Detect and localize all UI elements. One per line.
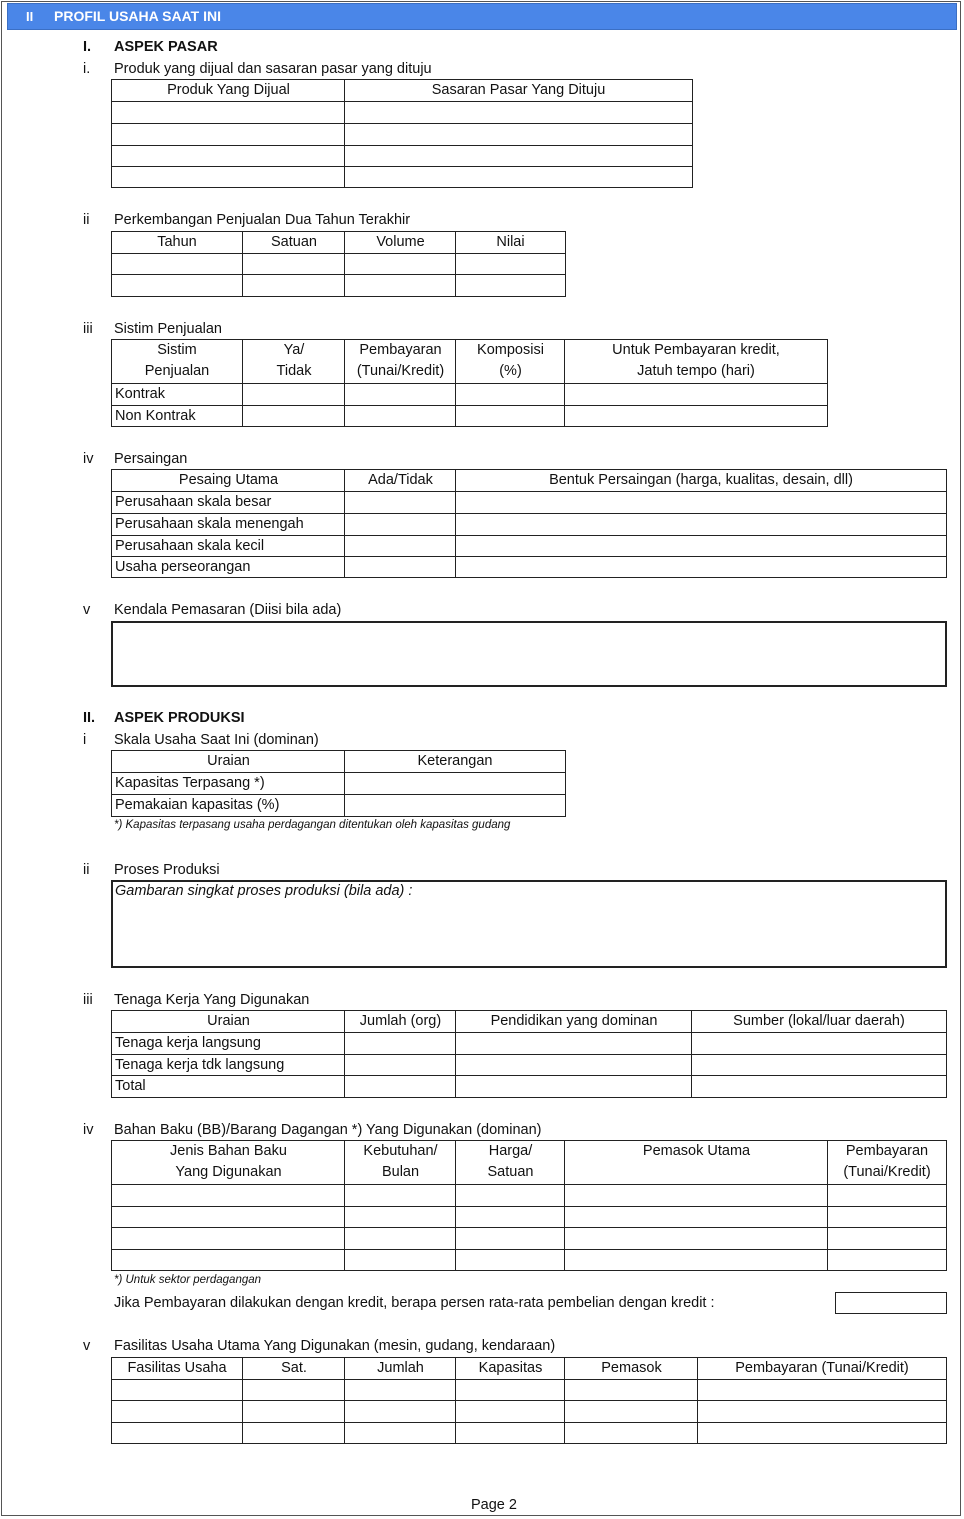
table-input-cell[interactable] bbox=[111, 253, 243, 275]
table-input-cell[interactable] bbox=[455, 1075, 693, 1098]
table-header-cell: Ya/ Tidak bbox=[242, 339, 346, 384]
table-input-cell[interactable] bbox=[455, 1249, 566, 1271]
table-input-cell[interactable] bbox=[242, 383, 346, 406]
table-input-cell[interactable] bbox=[455, 1400, 566, 1423]
table-input-cell[interactable] bbox=[344, 1075, 457, 1098]
table-input-cell[interactable] bbox=[455, 491, 947, 514]
table-input-cell[interactable] bbox=[827, 1249, 947, 1271]
table-header-cell: Fasilitas Usaha bbox=[111, 1357, 243, 1380]
subsection-title: Sistim Penjualan bbox=[114, 321, 222, 337]
table-header-cell: Produk Yang Dijual bbox=[111, 79, 346, 102]
table-input-cell[interactable] bbox=[242, 405, 346, 427]
table-input-cell[interactable] bbox=[455, 1422, 566, 1444]
table-input-cell[interactable] bbox=[242, 274, 346, 297]
subsection-title: Skala Usaha Saat Ini (dominan) bbox=[114, 732, 319, 748]
table-header-cell: Jumlah bbox=[344, 1357, 457, 1380]
table-header-cell: Ada/Tidak bbox=[344, 469, 457, 492]
table-input-cell[interactable] bbox=[242, 1422, 346, 1444]
subsection-number: v bbox=[83, 602, 91, 618]
subsection-title: Perkembangan Penjualan Dua Tahun Terakhir bbox=[114, 212, 411, 228]
table-row-label: Tenaga kerja tdk langsung bbox=[111, 1054, 346, 1076]
table-header-cell: Kebutuhan/ Bulan bbox=[344, 1140, 457, 1185]
table-header-cell: Uraian bbox=[111, 750, 346, 773]
credit-question-label: Jika Pembayaran dilakukan dengan kredit, berapa persen rata-rata pembelian dengan kredit : bbox=[114, 1295, 715, 1311]
subsection-number: iv bbox=[83, 1122, 94, 1138]
table-input-cell[interactable] bbox=[455, 513, 947, 536]
table-header-cell: Tahun bbox=[111, 231, 243, 254]
table-header-cell: Pendidikan yang dominan bbox=[455, 1010, 693, 1033]
table-input-cell[interactable] bbox=[455, 1184, 566, 1207]
table-input-cell[interactable] bbox=[697, 1379, 947, 1401]
table-input-cell[interactable] bbox=[455, 405, 566, 427]
table-input-cell[interactable] bbox=[111, 274, 243, 297]
table-input-cell[interactable] bbox=[344, 556, 457, 578]
table-input-cell[interactable] bbox=[564, 405, 828, 427]
table-header-cell: Pembayaran (Tunai/Kredit) bbox=[827, 1140, 947, 1185]
table-input-cell[interactable] bbox=[344, 1032, 457, 1055]
subsection-number: ii bbox=[83, 862, 90, 878]
table-header-cell: Komposisi (%) bbox=[455, 339, 566, 384]
table-row-label: Total bbox=[111, 1075, 346, 1098]
table-input-cell[interactable] bbox=[344, 1422, 457, 1444]
table-header-cell: Nilai bbox=[455, 231, 566, 254]
table-input-cell[interactable] bbox=[111, 123, 346, 146]
table-input-cell[interactable] bbox=[455, 383, 566, 406]
table-input-cell[interactable] bbox=[242, 253, 346, 275]
table-header-cell: Sumber (lokal/luar daerah) bbox=[691, 1010, 947, 1033]
table-input-cell[interactable] bbox=[564, 383, 828, 406]
table-row-label: Perusahaan skala besar bbox=[111, 491, 346, 514]
table-input-cell[interactable] bbox=[111, 145, 346, 167]
table-input-cell[interactable] bbox=[455, 556, 947, 578]
table-header-cell: Pesaing Utama bbox=[111, 469, 346, 492]
table-header-cell: Kapasitas bbox=[455, 1357, 566, 1380]
subsection-number: ii bbox=[83, 212, 90, 228]
table-header-cell: Sasaran Pasar Yang Dituju bbox=[344, 79, 693, 102]
table-row-label: Pemakaian kapasitas (%) bbox=[111, 794, 346, 817]
table-input-cell[interactable] bbox=[691, 1075, 947, 1098]
aspek-pasar-number: I. bbox=[83, 39, 92, 55]
kendala-pemasaran-textarea[interactable] bbox=[111, 621, 947, 687]
page-number: Page 2 bbox=[471, 1497, 517, 1513]
table-header-cell: Keterangan bbox=[344, 750, 566, 773]
table-input-cell[interactable] bbox=[111, 1400, 243, 1423]
table-row-label: Kontrak bbox=[111, 383, 243, 406]
aspek-produksi-number: II. bbox=[83, 710, 96, 726]
subsection-number: iii bbox=[83, 321, 93, 337]
table-input-cell[interactable] bbox=[564, 1379, 699, 1401]
table-input-cell[interactable] bbox=[691, 1054, 947, 1076]
table-header-cell: Jumlah (org) bbox=[344, 1010, 457, 1033]
table-input-cell[interactable] bbox=[455, 1227, 566, 1250]
table-input-cell[interactable] bbox=[564, 1249, 829, 1271]
table-header-cell: Untuk Pembayaran kredit, Jatuh tempo (hari) bbox=[564, 339, 828, 384]
table-header-cell: Pembayaran (Tunai/Kredit) bbox=[697, 1357, 947, 1380]
table-input-cell[interactable] bbox=[111, 1249, 346, 1271]
table-row-label: Perusahaan skala menengah bbox=[111, 513, 346, 536]
table-input-cell[interactable] bbox=[455, 1032, 693, 1055]
table-input-cell[interactable] bbox=[344, 1400, 457, 1423]
subsection-title: Bahan Baku (BB)/Barang Dagangan *) Yang Digunakan (dominan) bbox=[114, 1122, 542, 1138]
footnote: *) Untuk sektor perdagangan bbox=[114, 1274, 262, 1286]
table-input-cell[interactable] bbox=[455, 1054, 693, 1076]
table-header-cell: Pemasok Utama bbox=[564, 1140, 829, 1185]
table-input-cell[interactable] bbox=[344, 145, 693, 167]
table-input-cell[interactable] bbox=[344, 383, 457, 406]
table-input-cell[interactable] bbox=[344, 491, 457, 514]
section-title: PROFIL USAHA SAAT INI bbox=[54, 8, 221, 24]
table-input-cell[interactable] bbox=[344, 794, 566, 817]
table-header-cell: Jenis Bahan Baku Yang Digunakan bbox=[111, 1140, 346, 1185]
textarea-placeholder: Gambaran singkat proses produksi (bila ada) : bbox=[115, 883, 413, 899]
subsection-number: iii bbox=[83, 992, 93, 1008]
table-input-cell[interactable] bbox=[344, 535, 457, 557]
table-header-cell: Sat. bbox=[242, 1357, 346, 1380]
table-input-cell[interactable] bbox=[564, 1184, 829, 1207]
table-input-cell[interactable] bbox=[455, 1206, 566, 1228]
table-input-cell[interactable] bbox=[697, 1422, 947, 1444]
table-input-cell[interactable] bbox=[344, 101, 693, 124]
table-input-cell[interactable] bbox=[344, 253, 457, 275]
table-input-cell[interactable] bbox=[242, 1379, 346, 1401]
table-input-cell[interactable] bbox=[111, 166, 346, 188]
table-header-cell: Bentuk Persaingan (harga, kualitas, desain, dll) bbox=[455, 469, 947, 492]
footnote: *) Kapasitas terpasang usaha perdagangan ditentukan oleh kapasitas gudang bbox=[114, 819, 511, 831]
table-input-cell[interactable] bbox=[344, 274, 457, 297]
table-input-cell[interactable] bbox=[564, 1422, 699, 1444]
subsection-title: Fasilitas Usaha Utama Yang Digunakan (mesin, gudang, kendaraan) bbox=[114, 1338, 556, 1354]
aspek-produksi-title: ASPEK PRODUKSI bbox=[114, 710, 245, 726]
table-input-cell[interactable] bbox=[344, 1227, 457, 1250]
subsection-number: v bbox=[83, 1338, 91, 1354]
subsection-title: Kendala Pemasaran (Diisi bila ada) bbox=[114, 602, 342, 618]
table-input-cell[interactable] bbox=[691, 1032, 947, 1055]
subsection-title: Produk yang dijual dan sasaran pasar yang dituju bbox=[114, 61, 432, 77]
table-input-cell[interactable] bbox=[344, 1249, 457, 1271]
table-input-cell[interactable] bbox=[564, 1227, 829, 1250]
table-row-label: Perusahaan skala kecil bbox=[111, 535, 346, 557]
table-input-cell[interactable] bbox=[344, 1184, 457, 1207]
table-input-cell[interactable] bbox=[455, 274, 566, 297]
table-header-cell: Satuan bbox=[242, 231, 346, 254]
table-input-cell[interactable] bbox=[827, 1227, 947, 1250]
table-input-cell[interactable] bbox=[111, 1206, 346, 1228]
table-input-cell[interactable] bbox=[455, 253, 566, 275]
table-row-label: Non Kontrak bbox=[111, 405, 243, 427]
credit-percent-input[interactable] bbox=[835, 1292, 947, 1314]
subsection-number: iv bbox=[83, 451, 94, 467]
table-input-cell[interactable] bbox=[111, 1227, 346, 1250]
table-input-cell[interactable] bbox=[344, 1054, 457, 1076]
table-input-cell[interactable] bbox=[344, 405, 457, 427]
table-row-label: Tenaga kerja langsung bbox=[111, 1032, 346, 1055]
table-input-cell[interactable] bbox=[344, 513, 457, 536]
subsection-number: i. bbox=[83, 61, 91, 77]
table-input-cell[interactable] bbox=[111, 1184, 346, 1207]
table-input-cell[interactable] bbox=[344, 1379, 457, 1401]
subsection-number: i bbox=[83, 732, 87, 748]
proses-produksi-textarea[interactable] bbox=[111, 880, 947, 968]
table-header-cell: Pembayaran (Tunai/Kredit) bbox=[344, 339, 457, 384]
table-input-cell[interactable] bbox=[564, 1400, 699, 1423]
table-header-cell: Uraian bbox=[111, 1010, 346, 1033]
table-input-cell[interactable] bbox=[455, 1379, 566, 1401]
table-input-cell[interactable] bbox=[344, 123, 693, 146]
aspek-pasar-title: ASPEK PASAR bbox=[114, 39, 218, 55]
table-input-cell[interactable] bbox=[697, 1400, 947, 1423]
table-header-cell: Sistim Penjualan bbox=[111, 339, 243, 384]
subsection-title: Proses Produksi bbox=[114, 862, 220, 878]
table-row-label: Usaha perseorangan bbox=[111, 556, 346, 578]
table-header-cell: Harga/ Satuan bbox=[455, 1140, 566, 1185]
subsection-title: Tenaga Kerja Yang Digunakan bbox=[114, 992, 310, 1008]
table-row-label: Kapasitas Terpasang *) bbox=[111, 772, 346, 795]
table-input-cell[interactable] bbox=[827, 1206, 947, 1228]
section-header-bar bbox=[7, 3, 957, 30]
section-number: II bbox=[26, 9, 34, 24]
table-input-cell[interactable] bbox=[564, 1206, 829, 1228]
table-header-cell: Pemasok bbox=[564, 1357, 699, 1380]
table-input-cell[interactable] bbox=[344, 1206, 457, 1228]
table-header-cell: Volume bbox=[344, 231, 457, 254]
table-input-cell[interactable] bbox=[111, 1422, 243, 1444]
table-input-cell[interactable] bbox=[827, 1184, 947, 1207]
table-input-cell[interactable] bbox=[242, 1400, 346, 1423]
table-input-cell[interactable] bbox=[111, 101, 346, 124]
table-input-cell[interactable] bbox=[455, 535, 947, 557]
table-input-cell[interactable] bbox=[111, 1379, 243, 1401]
table-input-cell[interactable] bbox=[344, 772, 566, 795]
subsection-title: Persaingan bbox=[114, 451, 188, 467]
table-input-cell[interactable] bbox=[344, 166, 693, 188]
